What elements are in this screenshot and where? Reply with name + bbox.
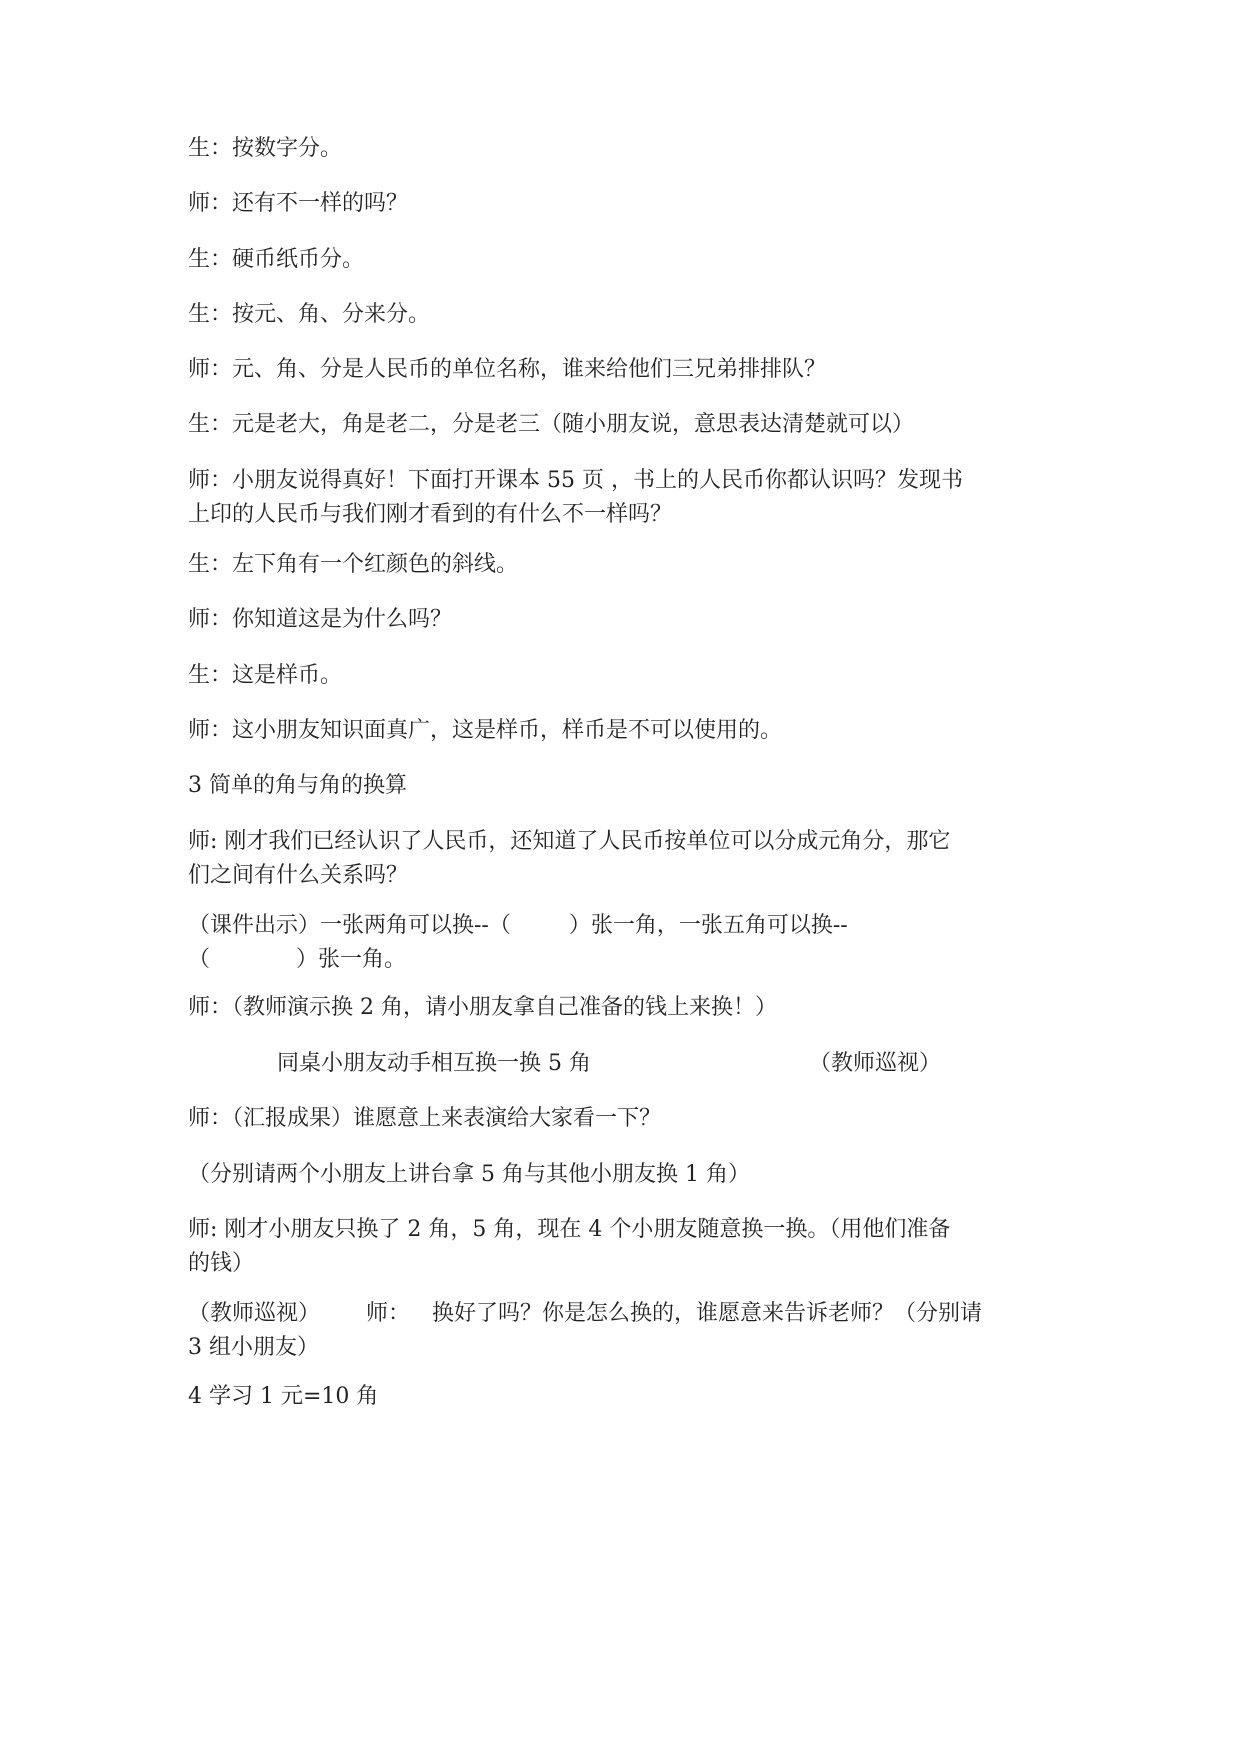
paragraph-12 bbox=[188, 825, 1068, 893]
paragraph-17-line-2: 的钱） bbox=[188, 1251, 255, 1276]
exercise-part-4: ）张一角。 bbox=[296, 947, 407, 972]
paragraph-3: 生：硬币纸币分。 bbox=[188, 247, 365, 272]
paragraph-11: 师：这小朋友知识面真广，这是样币，样币是不可以使用的。 bbox=[188, 718, 783, 743]
paragraph-4: 生：按元、角、分来分。 bbox=[188, 302, 431, 327]
exercise-fill-in bbox=[188, 909, 1068, 977]
paragraph-1: 生：按数字分。 bbox=[188, 136, 343, 161]
paragraph-17-line-1: 师: 刚才小朋友只换了 2 角，5 角，现在 4 个小朋友随意换一换。（用他们准备 bbox=[188, 1217, 951, 1242]
paragraph-18-line-1 bbox=[188, 1297, 1068, 1331]
paragraph-7 bbox=[188, 464, 1068, 532]
paragraph-8: 生：左下角有一个红颜色的斜线。 bbox=[188, 552, 519, 577]
paragraph-2: 师：还有不一样的吗？ bbox=[188, 191, 409, 216]
paragraph-12-line-1: 师: 刚才我们已经认识了人民币，还知道了人民币按单位可以分成元角分，那它 bbox=[188, 829, 951, 854]
paragraph-5: 师：元、角、分是人民币的单位名称，谁来给他们三兄弟排排队？ bbox=[188, 357, 827, 382]
exercise-line-2 bbox=[188, 943, 1068, 977]
paragraph-16: （分别请两个小朋友上讲台拿 5 角与其他小朋友换 1 角） bbox=[188, 1162, 750, 1187]
paragraph-13: 师：（教师演示换 2 角，请小朋友拿自己准备的钱上来换！） bbox=[188, 995, 777, 1020]
paragraph-14 bbox=[277, 1047, 1157, 1081]
section-heading-3: 3 简单的角与角的换算 bbox=[188, 773, 407, 798]
paragraph-15: 师：（汇报成果）谁愿意上来表演给大家看一下？ bbox=[188, 1106, 662, 1131]
paragraph-18-text: 换好了吗？你是怎么换的，谁愿意来告诉老师？（分别请 bbox=[432, 1301, 983, 1326]
paragraph-18-note: （教师巡视） bbox=[188, 1301, 321, 1326]
paragraph-9: 师：你知道这是为什么吗？ bbox=[188, 607, 453, 632]
section-heading-4: 4 学习 1 元=10 角 bbox=[188, 1384, 379, 1409]
paragraph-10: 生：这是样币。 bbox=[188, 663, 343, 688]
exercise-part-1: （课件出示）一张两角可以换--（ bbox=[188, 913, 511, 938]
paragraph-7-line-2: 上印的人民币与我们刚才看到的有什么不一样吗？ bbox=[188, 502, 673, 527]
paragraph-17 bbox=[188, 1213, 1068, 1281]
paragraph-14-note: （教师巡视） bbox=[808, 1051, 941, 1076]
exercise-part-2: ）张一角，一张五角可以换-- bbox=[568, 913, 848, 938]
paragraph-14-text: 同桌小朋友动手相互换一换 5 角 bbox=[277, 1051, 591, 1076]
paragraph-12-line-2: 们之间有什么关系吗？ bbox=[188, 863, 409, 888]
paragraph-18-line-2: 3 组小朋友） bbox=[188, 1335, 319, 1360]
paragraph-7-line-1: 师：小朋友说得真好！下面打开课本 55 页 ，书上的人民币你都认识吗？发现书 bbox=[188, 468, 963, 493]
paragraph-18-speaker: 师： bbox=[366, 1301, 411, 1326]
paragraph-6: 生：元是老大，角是老二，分是老三（随小朋友说，意思表达清楚就可以） bbox=[188, 412, 915, 437]
exercise-line-1 bbox=[188, 909, 1068, 943]
exercise-part-3: （ bbox=[188, 947, 211, 972]
paragraph-18 bbox=[188, 1297, 1068, 1365]
